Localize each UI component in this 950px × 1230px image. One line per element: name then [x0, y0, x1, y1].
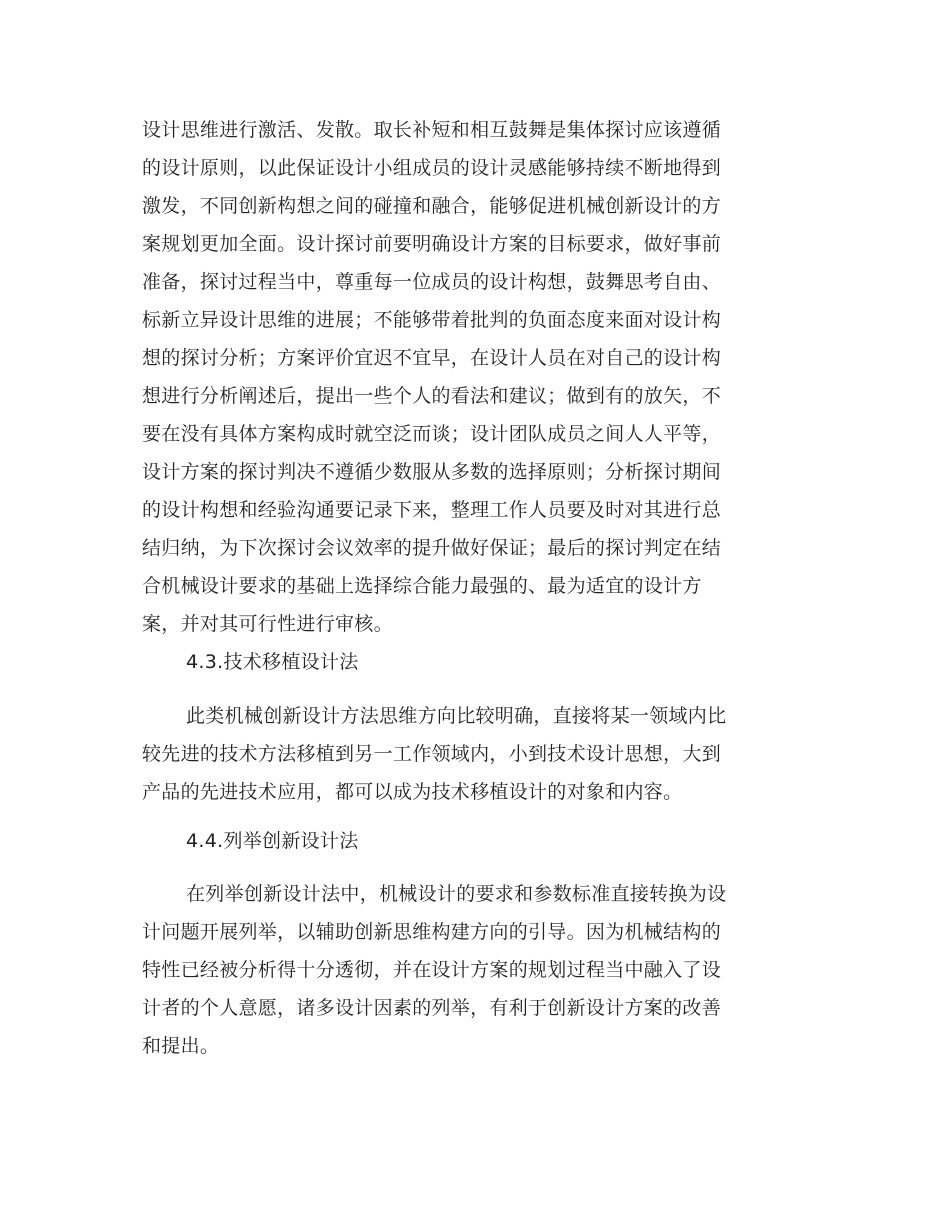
paragraph-line: 想的探讨分析；方案评价宜迟不宜早，在设计人员在对自己的设计构	[142, 347, 722, 369]
paragraph-line: 设计方案的探讨判决不遵循少数服从多数的选择原则；分析探讨期间	[142, 461, 722, 483]
paragraph-line: 计问题开展列举，以辅助创新思维构建方向的引导。因为机械结构的	[142, 921, 722, 943]
paragraph-line: 较先进的技术方法移植到另一工作领域内，小到技术设计思想，大到	[142, 743, 722, 765]
paragraph-line: 合机械设计要求的基础上选择综合能力最强的、最为适宜的设计方	[142, 575, 702, 597]
paragraph-line: 激发，不同创新构想之间的碰撞和融合，能够促进机械创新设计的方	[142, 195, 722, 217]
paragraph-line: 此类机械创新设计方法思维方向比较明确，直接将某一领域内比	[186, 705, 727, 727]
paragraph-line: 标新立异设计思维的进展；不能够带着批判的负面态度来面对设计构	[142, 309, 722, 331]
continued-paragraph	[142, 111, 808, 643]
section-heading-4-3: 4.3.技术移植设计法	[186, 651, 359, 673]
paragraph-line: 产品的先进技术应用，都可以成为技术移植设计的对象和内容。	[142, 781, 683, 803]
paragraph-line: 在列举创新设计法中，机械设计的要求和参数标准直接转换为设	[186, 883, 727, 905]
section-heading-4-4: 4.4.列举创新设计法	[186, 830, 359, 852]
paragraph-line: 设计思维进行激活、发散。取长补短和相互鼓舞是集体探讨应该遵循	[142, 119, 722, 141]
paragraph-line: 要在没有具体方案构成时就空泛而谈；设计团队成员之间人人平等，	[142, 423, 722, 445]
paragraph-line: 计者的个人意愿，诸多设计因素的列举，有利于创新设计方案的改善	[142, 997, 722, 1019]
section-4-4-paragraph	[142, 875, 808, 1065]
paragraph-line: 和提出。	[142, 1035, 220, 1057]
paragraph-line: 想进行分析阐述后，提出一些个人的看法和建议；做到有的放矢，不	[142, 385, 722, 407]
paragraph-line: 案，并对其可行性进行审核。	[142, 613, 393, 635]
paragraph-line: 的设计原则，以此保证设计小组成员的设计灵感能够持续不断地得到	[142, 157, 722, 179]
paragraph-line: 案规划更加全面。设计探讨前要明确设计方案的目标要求，做好事前	[142, 233, 722, 255]
section-4-3-paragraph	[142, 697, 808, 811]
paragraph-line: 结归纳，为下次探讨会议效率的提升做好保证；最后的探讨判定在结	[142, 537, 722, 559]
paragraph-line: 的设计构想和经验沟通要记录下来，整理工作人员要及时对其进行总	[142, 499, 722, 521]
paragraph-line: 准备，探讨过程当中，尊重每一位成员的设计构想，鼓舞思考自由、	[142, 271, 722, 293]
paragraph-line: 特性已经被分析得十分透彻，并在设计方案的规划过程当中融入了设	[142, 959, 722, 981]
